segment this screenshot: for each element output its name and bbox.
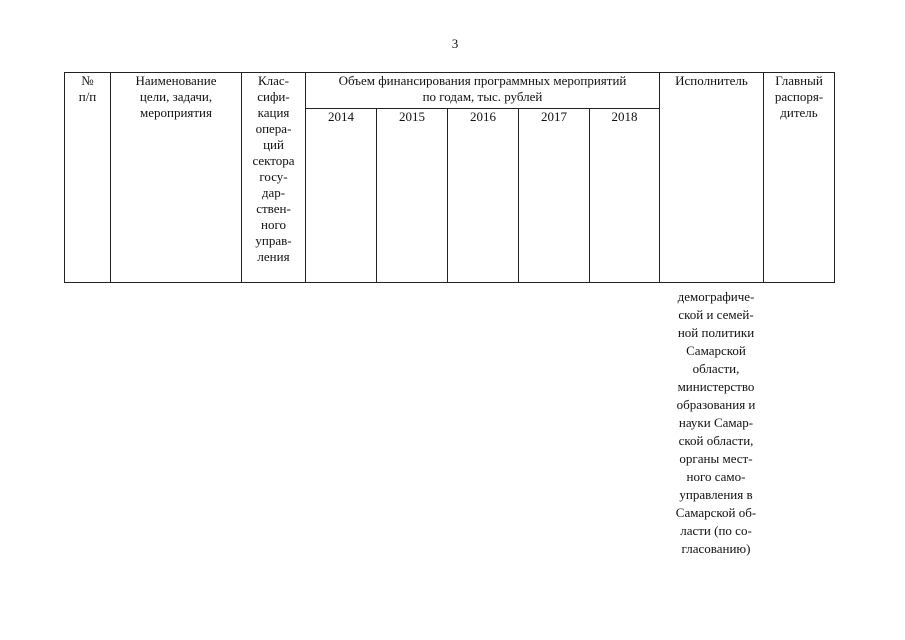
column-funding-header	[306, 73, 660, 109]
header-line: госу-	[259, 169, 288, 184]
column-executor-header	[660, 73, 764, 283]
executor-continuation-text	[664, 288, 768, 558]
header-line: Объем финансирования программных мероприятий	[338, 73, 627, 88]
header-line: Клас-	[257, 73, 290, 88]
header-line: сифи-	[257, 89, 290, 104]
header-line: №	[81, 73, 94, 88]
text-line: Самарской	[686, 343, 746, 358]
page-number: 3	[451, 36, 459, 51]
text-line: гласованию)	[681, 541, 751, 556]
column-number-header	[65, 73, 111, 283]
column-classification-header	[242, 73, 306, 283]
column-manager-header	[764, 73, 835, 283]
header-line: по годам, тыс. рублей	[422, 89, 543, 104]
header-line: опера-	[255, 121, 292, 136]
year-2015-header: 2015	[377, 109, 448, 283]
text-line: демографиче-	[677, 289, 755, 304]
header-line: распоря-	[774, 89, 824, 104]
text-line: ной политики	[677, 325, 755, 340]
header-line: цели, задачи,	[139, 89, 213, 104]
year-2017-header: 2017	[519, 109, 590, 283]
text-line: ской области,	[678, 433, 754, 448]
year-2016-header: 2016	[448, 109, 519, 283]
header-line: дитель	[780, 105, 818, 120]
text-line: управления в	[679, 487, 753, 502]
year-2018-header: 2018	[590, 109, 660, 283]
year-2014-header: 2014	[306, 109, 377, 283]
header-line: дар-	[261, 185, 286, 200]
column-name-header	[111, 73, 242, 283]
header-line: п/п	[78, 89, 97, 104]
header-line: ствен-	[256, 201, 291, 216]
text-line: образования и	[676, 397, 756, 412]
header-line: Главный	[775, 73, 823, 88]
text-line: Самарской об-	[675, 505, 757, 520]
text-line: органы мест-	[679, 451, 753, 466]
header-line: ций	[263, 137, 284, 152]
text-line: области,	[692, 361, 740, 376]
text-line: ного само-	[686, 469, 746, 484]
header-line: ления	[257, 249, 290, 264]
header-line: Наименование	[135, 73, 217, 88]
text-line: министерство	[677, 379, 755, 394]
header-table	[64, 72, 835, 283]
header-line: сектора	[252, 153, 295, 168]
header-line: управ-	[255, 233, 292, 248]
header-line: мероприятия	[139, 105, 212, 120]
header-line: Исполнитель	[675, 73, 748, 88]
header-line: ного	[261, 217, 286, 232]
text-line: науки Самар-	[678, 415, 754, 430]
text-line: ской и семей-	[678, 307, 754, 322]
header-line: кация	[257, 105, 290, 120]
text-line: ласти (по со-	[680, 523, 752, 538]
